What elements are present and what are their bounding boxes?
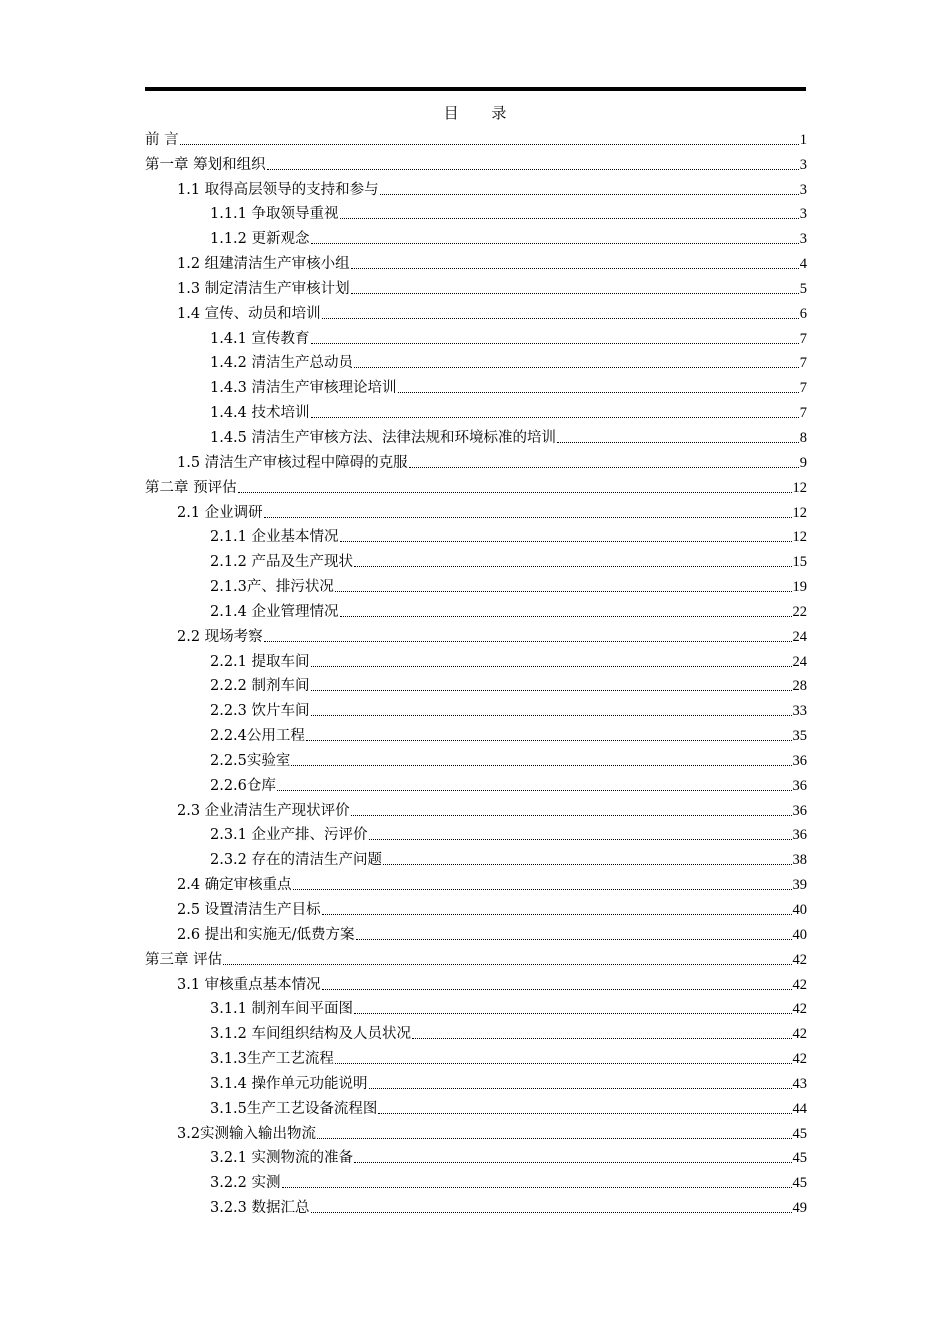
dot-leader — [322, 318, 799, 319]
toc-entry[interactable] — [145, 919, 807, 944]
toc-entry[interactable] — [145, 745, 807, 770]
dot-leader — [340, 218, 799, 219]
toc-entry-label: 第三章 评估 — [145, 951, 223, 968]
toc-entry[interactable] — [145, 323, 807, 348]
toc-entry-label: 2.1.1 企业基本情况 — [210, 529, 339, 546]
toc-entry-page: 42 — [792, 1001, 807, 1018]
toc-entry-page: 45 — [792, 1125, 807, 1142]
toc-entry-page: 42 — [792, 951, 807, 968]
dot-leader — [409, 467, 799, 468]
toc-entry[interactable] — [145, 223, 807, 248]
dot-leader — [351, 268, 799, 269]
toc-entry-page: 15 — [792, 554, 807, 571]
toc-entry-label: 2.3.2 存在的清洁生产问题 — [210, 852, 383, 869]
toc-entry[interactable] — [145, 770, 807, 795]
toc-entry[interactable] — [145, 149, 807, 174]
dot-leader — [383, 864, 791, 865]
toc-entry-label: 1.2 组建清洁生产审核小组 — [177, 256, 350, 273]
toc-entry-label: 3.1.3生产工艺流程 — [210, 1051, 334, 1068]
toc-entry-label: 2.2.2 制剂车间 — [210, 678, 310, 695]
toc-entry-page: 7 — [799, 355, 807, 372]
toc-entry-page: 36 — [792, 827, 807, 844]
toc-entry[interactable] — [145, 571, 807, 596]
toc-entry-label: 2.1.4 企业管理情况 — [210, 603, 339, 620]
dot-leader — [412, 1038, 791, 1039]
toc-entry[interactable] — [145, 199, 807, 224]
toc-entry-page: 49 — [792, 1200, 807, 1217]
dot-leader — [354, 367, 799, 368]
dot-leader — [335, 1063, 792, 1064]
dot-leader — [322, 989, 792, 990]
toc-entry[interactable] — [145, 1143, 807, 1168]
toc-entry-page: 35 — [792, 728, 807, 745]
dot-leader — [267, 169, 799, 170]
toc-entry-label: 2.4 确定审核重点 — [177, 877, 292, 894]
toc-entry-page: 3 — [799, 156, 807, 173]
toc-entry[interactable] — [145, 596, 807, 621]
toc-entry-label: 1.4.5 清洁生产审核方法、法律法规和环境标准的培训 — [210, 429, 557, 446]
toc-entry[interactable] — [145, 795, 807, 820]
toc-entry[interactable] — [145, 124, 807, 149]
toc-entry-label: 3.2实测输入输出物流 — [177, 1125, 317, 1142]
toc-entry-label: 1.1 取得高层领导的支持和参与 — [177, 181, 379, 198]
toc-entry-label: 2.2.3 饮片车间 — [210, 703, 310, 720]
toc-entry-label: 3.1.5生产工艺设备流程图 — [210, 1100, 378, 1117]
toc-entry[interactable] — [145, 869, 807, 894]
toc-entry-label: 2.2.6仓库 — [210, 777, 276, 794]
dot-leader — [322, 914, 792, 915]
toc-entry[interactable] — [145, 1118, 807, 1143]
toc-entry[interactable] — [145, 695, 807, 720]
toc-entry-page: 7 — [799, 330, 807, 347]
toc-entry-page: 42 — [792, 976, 807, 993]
toc-entry[interactable] — [145, 1167, 807, 1192]
toc-entry-page: 33 — [792, 703, 807, 720]
toc-entry-page: 43 — [792, 1075, 807, 1092]
dot-leader — [282, 1187, 792, 1188]
top-rule — [145, 87, 806, 91]
dot-leader — [354, 1162, 791, 1163]
dot-leader — [354, 566, 791, 567]
toc-entry[interactable] — [145, 472, 807, 497]
toc-entry-page: 5 — [799, 280, 807, 297]
dot-leader — [557, 442, 799, 443]
toc-entry-page: 3 — [799, 206, 807, 223]
toc-entry-page: 40 — [792, 926, 807, 943]
dot-leader — [311, 666, 792, 667]
toc-entry-label: 1.1.1 争取领导重视 — [210, 206, 339, 223]
toc-entry-label: 3.2.2 实测 — [210, 1175, 281, 1192]
toc-entry-label: 2.2 现场考察 — [177, 628, 263, 645]
dot-leader — [264, 517, 792, 518]
toc-entry[interactable] — [145, 1018, 807, 1043]
toc-entry[interactable] — [145, 894, 807, 919]
toc-entry-label: 1.4.3 清洁生产审核理论培训 — [210, 380, 397, 397]
toc-entry-page: 6 — [799, 305, 807, 322]
toc-entry-label: 2.1 企业调研 — [177, 504, 263, 521]
dot-leader — [311, 243, 799, 244]
toc-entry-label: 3.1.2 车间组织结构及人员状况 — [210, 1026, 412, 1043]
toc-entry-label: 2.3.1 企业产排、污评价 — [210, 827, 368, 844]
dot-leader — [306, 740, 792, 741]
dot-leader — [238, 492, 792, 493]
dot-leader — [351, 815, 792, 816]
toc-entry-page: 12 — [792, 479, 807, 496]
toc-entry[interactable] — [145, 1192, 807, 1217]
dot-leader — [180, 144, 799, 145]
dot-leader — [380, 194, 799, 195]
toc-entry[interactable] — [145, 422, 807, 447]
toc-entry-label: 1.3 制定清洁生产审核计划 — [177, 280, 350, 297]
dot-leader — [356, 939, 792, 940]
toc-entry[interactable] — [145, 372, 807, 397]
toc-entry-label: 2.2.5实验室 — [210, 752, 291, 769]
toc-entry[interactable] — [145, 994, 807, 1019]
toc-entry[interactable] — [145, 1068, 807, 1093]
toc-entry[interactable] — [145, 546, 807, 571]
toc-entry-page: 45 — [792, 1175, 807, 1192]
toc-entry-page: 3 — [799, 231, 807, 248]
dot-leader — [317, 1138, 791, 1139]
toc-title: 目 录 — [443, 104, 521, 122]
toc-entry-label: 1.1.2 更新观念 — [210, 231, 310, 248]
toc-entry-page: 7 — [799, 380, 807, 397]
toc-entry-page: 24 — [792, 628, 807, 645]
dot-leader — [311, 343, 799, 344]
toc-entry[interactable] — [145, 820, 807, 845]
toc-entry-page: 36 — [792, 777, 807, 794]
toc-entry-label: 前 言 — [145, 131, 179, 148]
toc-entry[interactable] — [145, 621, 807, 646]
toc-entry[interactable] — [145, 497, 807, 522]
toc-entry-page: 3 — [799, 181, 807, 198]
toc-entry-page: 22 — [792, 603, 807, 620]
dot-leader — [311, 715, 792, 716]
toc-entry-label: 1.5 清洁生产审核过程中障碍的克服 — [177, 454, 408, 471]
toc-entry-label: 3.1 审核重点基本情况 — [177, 976, 321, 993]
toc-entry[interactable] — [145, 273, 807, 298]
toc-entry-page: 8 — [799, 429, 807, 446]
toc-entry-label: 3.1.1 制剂车间平面图 — [210, 1001, 354, 1018]
toc-entry[interactable] — [145, 522, 807, 547]
dot-leader — [378, 1113, 791, 1114]
toc-entry[interactable] — [145, 1043, 807, 1068]
toc-entry[interactable] — [145, 397, 807, 422]
toc-entry-label: 2.5 设置清洁生产目标 — [177, 902, 321, 918]
toc-entry[interactable] — [145, 944, 807, 969]
toc-list — [145, 124, 807, 1217]
toc-entry-page: 4 — [799, 256, 807, 273]
toc-entry[interactable] — [145, 671, 807, 696]
toc-entry-page: 9 — [799, 454, 807, 471]
toc-entry-page: 28 — [792, 678, 807, 695]
toc-entry-page: 39 — [792, 877, 807, 894]
toc-entry-page: 36 — [792, 802, 807, 819]
toc-entry-page: 40 — [792, 902, 807, 918]
toc-entry-label: 1.4.1 宣传教育 — [210, 330, 310, 347]
toc-entry-label: 1.4 宣传、动员和培训 — [177, 305, 321, 322]
toc-entry-label: 3.2.1 实测物流的准备 — [210, 1150, 354, 1167]
toc-entry-label: 2.3 企业清洁生产现状评价 — [177, 802, 350, 819]
dot-leader — [264, 641, 792, 642]
dot-leader — [398, 392, 799, 393]
toc-entry-page: 12 — [792, 504, 807, 521]
toc-entry[interactable] — [145, 248, 807, 273]
toc-entry[interactable] — [145, 969, 807, 994]
toc-entry-page: 44 — [792, 1100, 807, 1117]
dot-leader — [277, 790, 792, 791]
toc-entry-label: 1.4.2 清洁生产总动员 — [210, 355, 354, 372]
dot-leader — [340, 541, 792, 542]
dot-leader — [311, 690, 792, 691]
dot-leader — [335, 591, 792, 592]
toc-entry-label: 2.6 提出和实施无/低费方案 — [177, 926, 355, 943]
toc-entry-page: 24 — [792, 653, 807, 670]
toc-entry-label: 2.1.3产、排污状况 — [210, 579, 334, 596]
toc-entry-page: 42 — [792, 1026, 807, 1043]
toc-entry[interactable] — [145, 1093, 807, 1118]
dot-leader — [311, 417, 799, 418]
dot-leader — [223, 964, 791, 965]
dot-leader — [354, 1013, 791, 1014]
toc-entry-label: 第一章 筹划和组织 — [145, 156, 266, 173]
toc-entry-label: 2.2.1 提取车间 — [210, 653, 310, 670]
toc-entry-label: 2.2.4公用工程 — [210, 728, 305, 745]
toc-entry[interactable] — [145, 348, 807, 373]
toc-entry[interactable] — [145, 447, 807, 472]
toc-entry-page: 45 — [792, 1150, 807, 1167]
dot-leader — [369, 1088, 792, 1089]
toc-entry-page: 38 — [792, 852, 807, 869]
toc-entry[interactable] — [145, 174, 807, 199]
toc-entry-label: 1.4.4 技术培训 — [210, 405, 310, 422]
dot-leader — [293, 889, 792, 890]
toc-entry-page: 1 — [799, 131, 807, 148]
dot-leader — [311, 1212, 792, 1213]
toc-entry-page: 36 — [792, 752, 807, 769]
toc-entry[interactable] — [145, 646, 807, 671]
dot-leader — [291, 765, 791, 766]
toc-entry-label: 2.1.2 产品及生产现状 — [210, 554, 354, 571]
toc-entry-label: 第二章 预评估 — [145, 479, 237, 496]
toc-entry[interactable] — [145, 720, 807, 745]
toc-entry-page: 7 — [799, 405, 807, 422]
toc-entry-label: 3.1.4 操作单元功能说明 — [210, 1075, 368, 1092]
dot-leader — [369, 839, 792, 840]
toc-entry[interactable] — [145, 298, 807, 323]
dot-leader — [340, 616, 792, 617]
toc-entry[interactable] — [145, 844, 807, 869]
dot-leader — [351, 293, 799, 294]
toc-entry-page: 42 — [792, 1051, 807, 1068]
toc-entry-page: 12 — [792, 529, 807, 546]
toc-entry-page: 19 — [792, 579, 807, 596]
toc-entry-label: 3.2.3 数据汇总 — [210, 1200, 310, 1217]
